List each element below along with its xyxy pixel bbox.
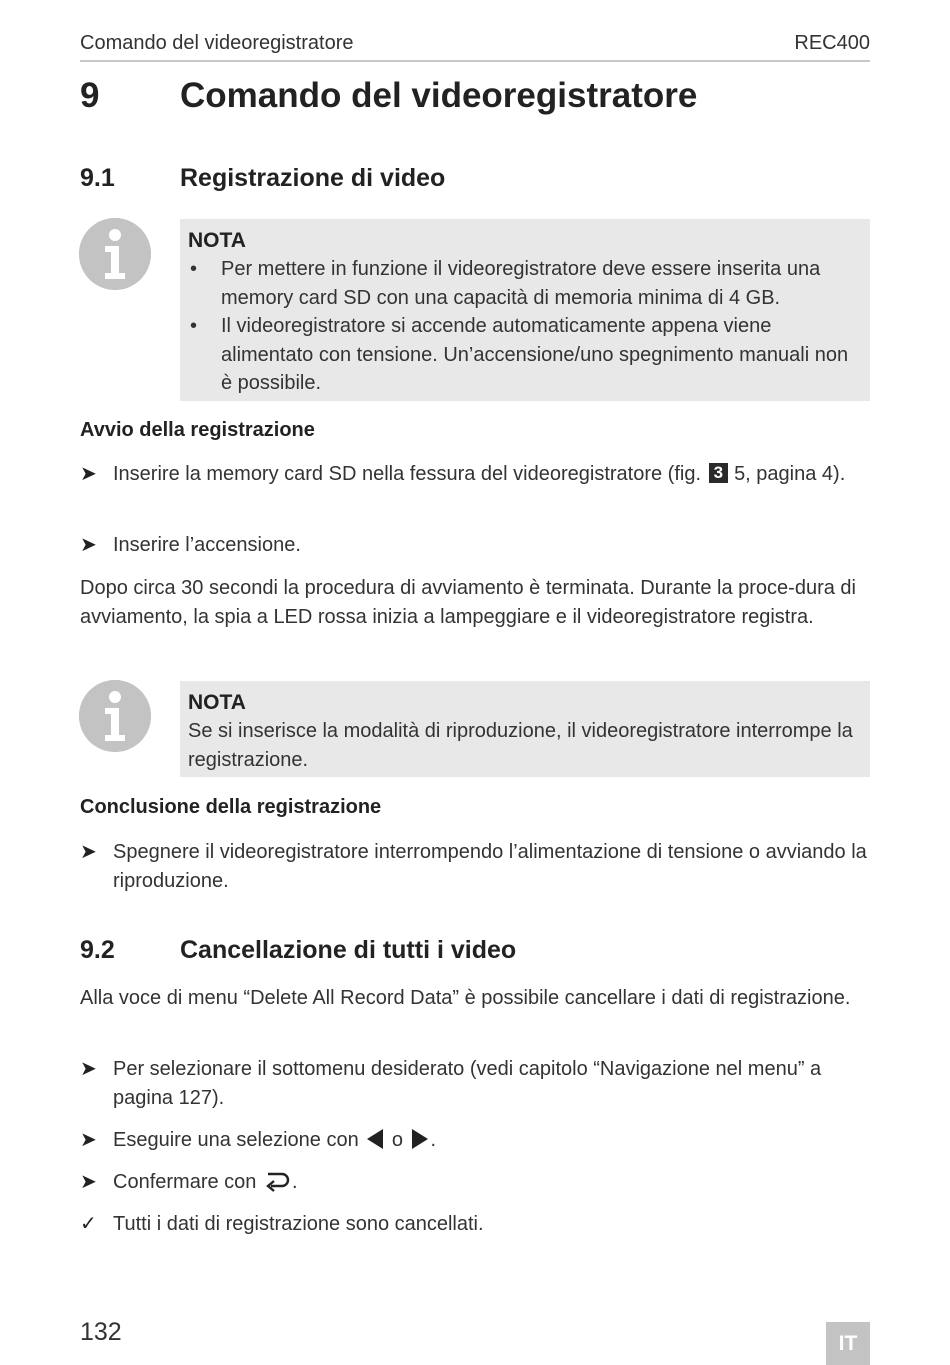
result-line xyxy=(80,1210,870,1239)
section-title: Registrazione di video xyxy=(180,164,446,192)
step-marker: ➤ xyxy=(80,1058,97,1080)
note-item: • Il videoregistratore si accende automaticamente appena viene alimentato con tensione. Un’accensione/uno spegnimento manuali non è possibile. xyxy=(188,312,862,398)
section-number: 9.2 xyxy=(80,936,115,964)
step-marker: ➤ xyxy=(80,463,97,485)
step-text: Spegnere il videoregistratore interrompendo l’alimentazione di tensione o avviando la riproduzione. xyxy=(113,841,867,892)
info-icon xyxy=(79,680,151,752)
chapter-number: 9 xyxy=(80,76,100,115)
chapter-title: Comando del videoregistratore xyxy=(180,76,698,115)
note-list xyxy=(188,255,862,398)
startup-paragraph: Dopo circa 30 secondi la procedura di avviamento è terminata. Durante la proce-dura di avviamento, la spia a LED rossa inizia a lampeggiare e il videoregistratore registra. xyxy=(80,577,856,628)
step-marker: ➤ xyxy=(80,841,97,863)
enter-icon xyxy=(265,1170,291,1201)
header-section-title: Comando del videoregistratore xyxy=(80,32,354,54)
step-text: Per selezionare il sottomenu desiderato (vedi capitolo “Navigazione nel menu” a pagina 127). xyxy=(113,1058,822,1109)
end-recording-heading: Conclusione della registrazione xyxy=(80,796,382,818)
page-number: 132 xyxy=(80,1318,122,1346)
language-tab: IT xyxy=(826,1322,870,1365)
step-marker: ➤ xyxy=(80,534,97,556)
step-or: o xyxy=(391,1129,403,1151)
step-select-submenu xyxy=(80,1055,870,1112)
step-make-selection xyxy=(80,1126,870,1155)
note-box-1 xyxy=(180,219,870,401)
note-title: NOTA xyxy=(188,229,246,252)
step-marker: ➤ xyxy=(80,1129,97,1151)
step-ignition xyxy=(80,531,870,560)
page-header xyxy=(80,30,870,62)
figure-reference: 3 xyxy=(709,463,728,483)
arrow-right-icon xyxy=(412,1129,428,1149)
info-icon xyxy=(79,218,151,290)
header-model: REC400 xyxy=(794,32,870,54)
section-number: 9.1 xyxy=(80,164,115,192)
step-period: . xyxy=(291,1171,298,1193)
result-text: Tutti i dati di registrazione sono cancellati. xyxy=(113,1213,484,1235)
note-body: Se si inserisce la modalità di riproduzione, il videoregistratore interrompe la registrazione. xyxy=(188,720,853,771)
step-confirm xyxy=(80,1168,870,1201)
step-period: . xyxy=(430,1129,437,1151)
section-title: Cancellazione di tutti i video xyxy=(180,936,517,964)
note-item: • Per mettere in funzione il videoregistratore deve essere inserita una memory card SD con una capacità di memoria minima di 4 GB. xyxy=(188,255,862,312)
step-text: Confermare con xyxy=(113,1171,257,1193)
step-insert-card xyxy=(80,460,870,489)
step-marker: ➤ xyxy=(80,1171,97,1193)
arrow-left-icon xyxy=(367,1129,383,1149)
note-title: NOTA xyxy=(188,691,246,714)
step-text: Inserire l’accensione. xyxy=(113,534,301,556)
delete-paragraph: Alla voce di menu “Delete All Record Data” è possibile cancellare i dati di registrazione. xyxy=(80,987,851,1009)
step-text-after: 5, pagina 4). xyxy=(734,463,846,485)
step-stop-recording xyxy=(80,838,870,895)
result-checkmark: ✓ xyxy=(80,1213,97,1235)
step-text: Inserire la memory card SD nella fessura del videoregistratore (fig. xyxy=(113,463,702,485)
step-text: Eseguire una selezione con xyxy=(113,1129,359,1151)
start-recording-heading: Avvio della registrazione xyxy=(80,419,315,441)
note-box-2 xyxy=(180,681,870,777)
